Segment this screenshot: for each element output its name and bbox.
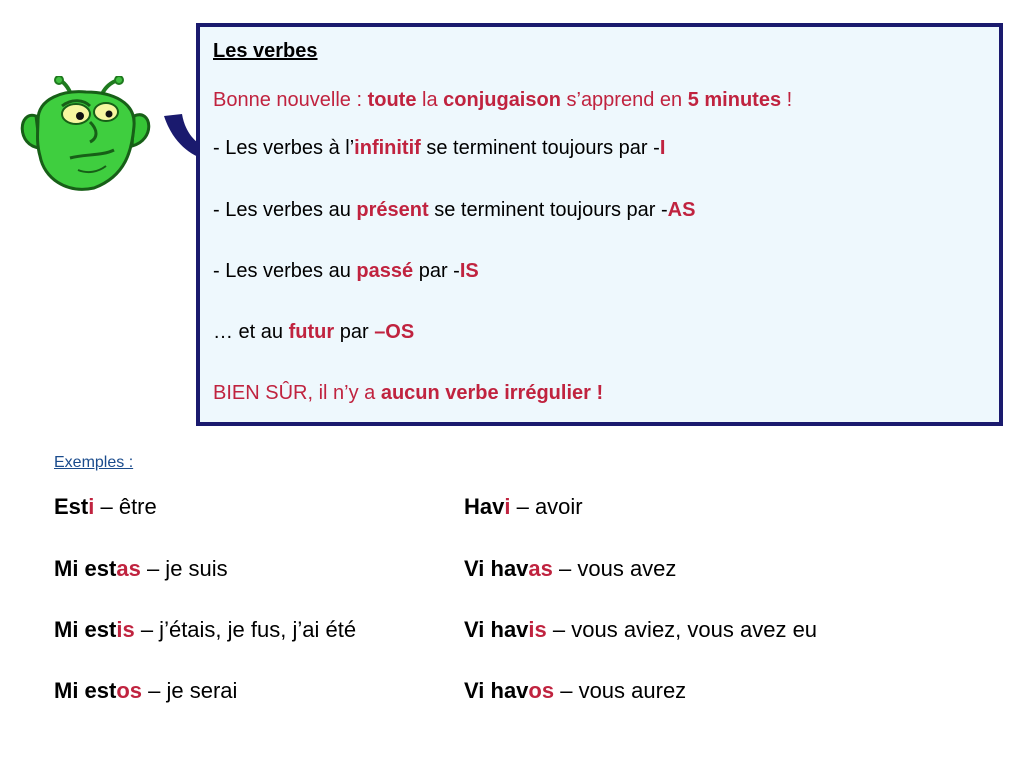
example-right-1: Havi – avoir: [464, 494, 583, 519]
example-left-1: Esti – être: [54, 494, 157, 519]
rules-line-good-news: Bonne nouvelle : toute la conjugaison s’apprend en 5 minutes !: [213, 89, 793, 111]
rules-title: Les verbes: [213, 40, 318, 62]
rules-line-past: - Les verbes au passé par -IS: [213, 260, 479, 282]
example-left-2: Mi estas – je suis: [54, 556, 228, 581]
rules-line-present: - Les verbes au présent se terminent toujours par -AS: [213, 199, 696, 221]
rules-line-irregular: BIEN SÛR, il n’y a aucun verbe irrégulier !: [213, 382, 604, 404]
example-right-2: Vi havas – vous avez: [464, 556, 677, 581]
example-left-3: Mi estis – j’étais, je fus, j’ai été: [54, 617, 357, 642]
rules-line-future: … et au futur par –OS: [213, 321, 415, 343]
rules-box: [196, 23, 1003, 426]
example-left-4: Mi estos – je serai: [54, 678, 238, 703]
examples-link[interactable]: Exemples :: [54, 454, 134, 471]
rules-line-infinitive: - Les verbes à l’infinitif se terminent toujours par -I: [213, 137, 666, 159]
green-alien-head-icon: [14, 76, 214, 200]
example-right-4: Vi havos – vous aurez: [464, 678, 687, 703]
example-right-3: Vi havis – vous aviez, vous avez eu: [464, 617, 818, 642]
